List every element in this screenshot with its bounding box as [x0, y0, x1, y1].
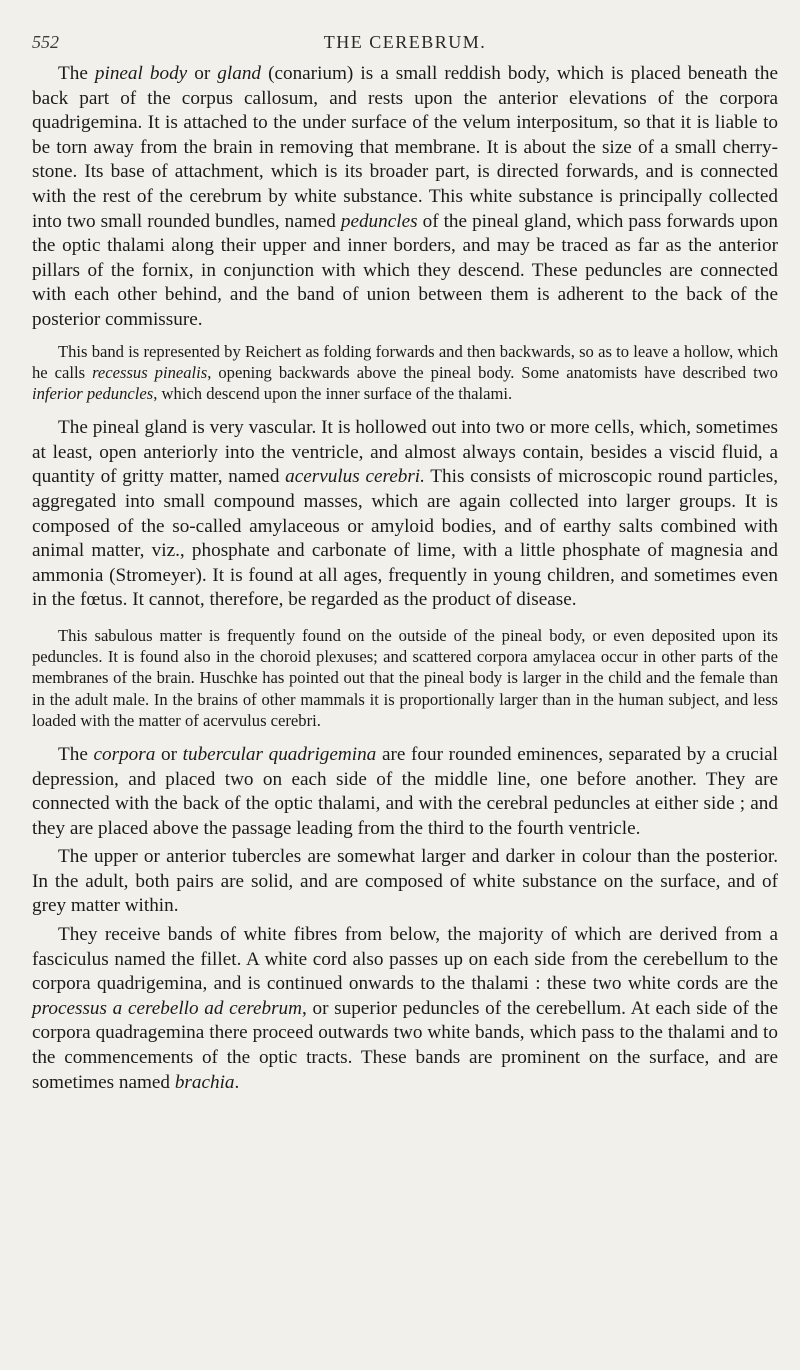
note-sabulous-matter: This sabulous matter is frequently found on the outside of the pineal body, or even deposited upon its peduncles. It is found also in the choroid plexuses; and scattered corpora amylacea occur in other parts of the membranes of the brain. Huschke has pointed out that the pineal body is larger in the child and the female than in the adult male. In the brains of other mammals it is proportionally larger than in the human subject, and less loaded with the matter of acervulus cerebri. — [32, 625, 778, 730]
term-tubercular-quadrigemina: tubercular quadrigemina — [182, 743, 377, 765]
term-inferior-peduncles: inferior peduncles — [32, 383, 154, 403]
text-run: , opening backwards above the pineal body. Some anatomists have described two — [207, 362, 778, 382]
term-acervulus-cerebri: acervulus cerebri. — [285, 466, 425, 488]
text-run: , or superior peduncles of the cerebellum. At each side of the corpora quadragemina there proceed outwards two white bands, which pass to the thalami and to the commencements of the optic tracts. These bands are prominent on the surface, and are sometimes named — [32, 997, 778, 1093]
running-title: THE CEREBRUM. — [323, 32, 487, 52]
page-number: 552 — [32, 32, 59, 52]
text-run: The — [58, 743, 94, 765]
paragraph-tubercles: The upper or anterior tubercles are somewhat larger and darker in colour than the posterior. In the adult, both pairs are solid, and are composed of white substance on the surface, and of grey matter within. — [32, 846, 778, 917]
text-run: This band is represented by Reichert as folding forwards and then backwards, so as to leave a hollow, which he calls — [32, 341, 778, 382]
text-run: are four rounded eminences, separated by a crucial depression, and placed two on each side of the middle line, one before another. They are connected with the back of the optic thalami, and with the cerebral peduncles at either side ; and they are placed above the passage leading from the third to the fourth ventricle. — [32, 743, 778, 839]
term-brachia: brachia — [174, 1071, 235, 1093]
note-reichert — [32, 341, 778, 405]
text-run: or — [155, 743, 183, 765]
text-run: (conarium) is a small reddish body, which is placed beneath the back part of the corpus callosum, and rests upon the anterior elevations of the corpora quadrigemina. It is attached to the under surface of the velum interpositum, so that it is liable to be torn away from the brain in removing that membrane. It is about the size of a small cherry-stone. Its base of attachment, which is its broader part, is directed forwards, and is connected with the rest of the cerebrum by white substance. This white substance is principally collected into two small rounded bundles, named — [32, 63, 778, 232]
paragraph-white-fibres — [32, 923, 778, 1095]
text-run: They receive bands of white fibres from below, the majority of which are derived from a fasciculus named the fillet. A white cord also passes up on each side from the cerebellum to the corpora quadrigemina, and is continued onwards to the thalami : these two white cords are the — [32, 924, 778, 995]
text-run: This consists of microscopic round particles, aggregated into small compound masses, which are again collected into larger groups. It is composed of the so-called amylaceous or amyloid bodies, and of earthy salts combined with animal matter, viz., phosphate and carbonate of lime, with a little phosphate of magnesia and ammonia (Stromeyer). It is found at all ages, frequently in young children, and sometimes even in the fœtus. It cannot, therefore, be regarded as the product of disease. — [32, 466, 778, 611]
term-pineal-body: pineal body — [94, 63, 188, 84]
term-processus: processus a cerebello ad cerebrum — [32, 997, 302, 1019]
page-header — [32, 28, 778, 62]
term-recessus-pinealis: recessus pinealis — [92, 362, 208, 382]
text-run: of the pineal gland, which pass forwards upon the optic thalami along their upper and inner borders, and may be traced as far as the anterior pillars of the fornix, in conjunction with which they descend. These peduncles are connected with each other behind, and the band of union between them is adherent to the back of the posterior commissure. — [32, 210, 778, 330]
paragraph-corpora-quadrigemina — [32, 743, 778, 841]
term-corpora: corpora — [93, 743, 156, 765]
text-run: or — [187, 63, 218, 84]
text-run: , which descend upon the inner surface of the thalami. — [153, 383, 513, 403]
text-run: . — [234, 1071, 240, 1093]
term-peduncles: peduncles — [340, 210, 418, 232]
term-gland: gland — [217, 63, 262, 84]
text-run: The pineal gland is very vascular. It is hollowed out into two or more cells, which, sometimes at least, open anteriorly into the ventricle, and almost always contain, besides a viscid fluid, a quantity of gritty matter, named — [32, 417, 778, 488]
text-run: The — [58, 63, 95, 84]
paragraph-pineal-body — [32, 62, 778, 333]
paragraph-pineal-vascular — [32, 416, 778, 613]
